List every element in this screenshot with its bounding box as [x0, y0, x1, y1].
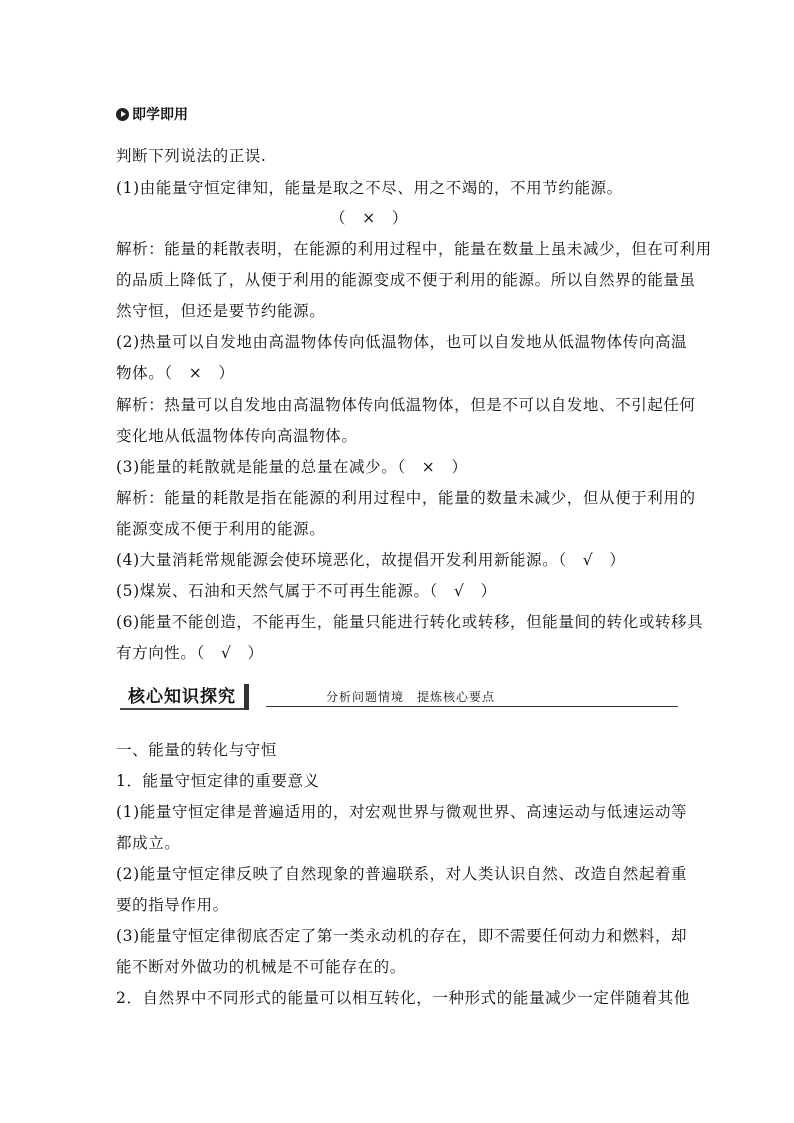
- question-6-line-1: (6)能量不能创造，不能再生，能量只能进行转化或转移，但能量间的转化或转移具: [116, 613, 704, 631]
- practice-heading-label: 即学即用: [132, 107, 188, 123]
- content-line: (1)能量守恒定律是普遍适用的，对宏观世界与微观世界、高速运动与低速运动等: [116, 803, 688, 821]
- content-subheading-1: 1．能量守恒定律的重要意义: [116, 772, 320, 790]
- explanation-2-line-1: 解析：热量可以自发地由高温物体传向低温物体，但是不可以自发地、不引起任何: [116, 396, 696, 414]
- content-line: (2)能量守恒定律反映了自然现象的普遍联系，对人类认识自然、改造自然起着重: [116, 865, 688, 883]
- question-3: (3)能量的耗散就是能量的总量在减少。（ × ）: [116, 458, 468, 476]
- content-line: (3)能量守恒定律彻底否定了第一类永动机的存在，即不需要任何动力和燃料，却: [116, 927, 688, 945]
- question-6-line-2: 有方向性。（ √ ）: [116, 644, 264, 662]
- content-line: 都成立。: [116, 834, 181, 852]
- explanation-3-line-1: 解析：能量的耗散是指在能源的利用过程中，能量的数量未减少，但从便于利用的: [116, 489, 696, 507]
- play-icon: [116, 108, 129, 121]
- answer-1: （ × ）: [330, 209, 408, 227]
- section-divider: [266, 706, 678, 707]
- content-subheading-2: 2．自然界中不同形式的能量可以相互转化，一种形式的能量减少一定伴随着其他: [116, 989, 690, 1007]
- explanation-3-line-2: 能源变成不便于利用的能源。: [116, 520, 326, 538]
- question-1: (1)由能量守恒定律知，能量是取之不尽、用之不竭的，不用节约能源。: [116, 179, 623, 197]
- explanation-1-line-1: 解析：能量的耗散表明，在能源的利用过程中，能量在数量上虽未减少，但在可利用: [116, 240, 712, 258]
- content-heading: 一、能量的转化与守恒: [116, 741, 278, 759]
- content-line: 能不断对外做功的机械是不可能存在的。: [116, 958, 406, 976]
- explanation-2-line-2: 变化地从低温物体传向高温物体。: [116, 427, 358, 445]
- practice-intro: 判断下列说法的正误.: [116, 147, 267, 165]
- section-header: [116, 684, 678, 712]
- explanation-1-line-2: 的品质上降低了，从便于利用的能源变成不便于利用的能源。所以自然界的能量虽: [116, 271, 696, 289]
- question-2-line-1: (2)热量可以自发地由高温物体传向低温物体，也可以自发地从低温物体传向高温: [116, 333, 688, 351]
- question-2-line-2: 物体。（ × ）: [116, 364, 235, 382]
- explanation-1-line-3: 然守恒，但还是要节约能源。: [116, 302, 326, 320]
- question-5: (5)煤炭、石油和天然气属于不可再生能源。（ √ ）: [116, 582, 497, 600]
- practice-heading: [116, 104, 188, 124]
- section-title: 核心知识探究: [120, 684, 249, 710]
- content-line: 要的指导作用。: [116, 896, 229, 914]
- question-4: (4)大量消耗常规能源会使环境恶化，故提倡开发利用新能源。（ √ ）: [116, 551, 626, 569]
- section-subtitle: 分析问题情境 提炼核心要点: [326, 690, 496, 704]
